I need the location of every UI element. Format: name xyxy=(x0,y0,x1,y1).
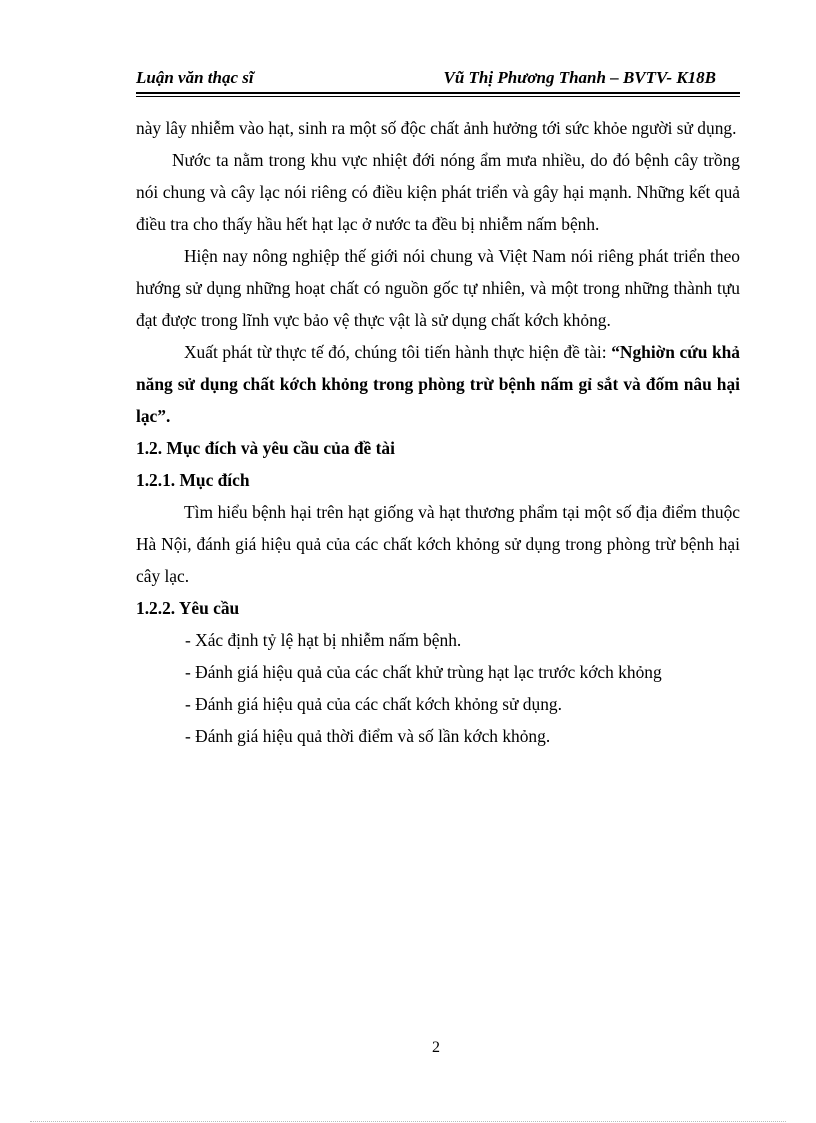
paragraph-2: Nước ta nằm trong khu vực nhiệt đới nóng ẩm mưa nhiều, do đó bệnh cây trồng nói chung và cây lạc nói riêng có điều kiện phát triển và gây hại mạnh. Những kết quả điều tra cho thấy hầu hết hạt lạc ở nước ta đều bị nhiễm nấm bệnh. xyxy=(136,150,740,234)
section-heading-1-2: 1.2. Mục đích và yêu cầu của đề tài xyxy=(136,438,395,458)
paragraph-4-intro: Xuất phát từ thực tế đó, chúng tôi tiến hành thực hiện đề tài: xyxy=(184,342,612,362)
header-divider xyxy=(136,92,740,97)
paragraph-4 xyxy=(136,336,740,432)
section-heading-1-2-2: 1.2.2. Yêu cầu xyxy=(136,598,240,618)
thesis-topic-title: “Nghiờn cứu khả năng sử dụng chất kớch khỏng trong phòng trừ bệnh nấm gỉ sắt và đốm nâu hại lạc”. xyxy=(136,342,741,426)
requirement-item: - Đánh giá hiệu quả của các chất kớch khỏng sử dụng. xyxy=(185,694,562,714)
requirement-item: - Đánh giá hiệu quả của các chất khử trùng hạt lạc trước kớch khỏng xyxy=(185,662,662,682)
page-bottom-edge xyxy=(30,1121,786,1122)
paragraph-3: Hiện nay nông nghiệp thế giới nói chung và Việt Nam nói riêng phát triển theo hướng sử dụng những hoạt chất có nguồn gốc tự nhiên, và một trong những thành tựu đạt được trong lĩnh vực bảo vệ thực vật là sử dụng chất kớch khỏng. xyxy=(136,246,740,330)
paragraph-1: này lây nhiễm vào hạt, sinh ra một số độc chất ảnh hưởng tới sức khỏe người sử dụng. xyxy=(136,118,737,138)
page-header xyxy=(136,66,740,92)
page-number: 2 xyxy=(432,1039,440,1056)
requirement-item: - Xác định tỷ lệ hạt bị nhiễm nấm bệnh. xyxy=(185,630,462,650)
thesis-label: Luận văn thạc sĩ xyxy=(136,68,254,87)
requirement-item: - Đánh giá hiệu quả thời điểm và số lần kớch khỏng. xyxy=(185,726,551,746)
author-label: Vũ Thị Phương Thanh – BVTV- K18B xyxy=(443,68,716,87)
document-body xyxy=(136,112,740,752)
purpose-paragraph: Tìm hiểu bệnh hại trên hạt giống và hạt thương phẩm tại một số địa điểm thuộc Hà Nội, đánh giá hiệu quả của các chất kớch khỏng sử dụng trong phòng trừ bệnh hại cây lạc. xyxy=(136,502,740,586)
section-heading-1-2-1: 1.2.1. Mục đích xyxy=(136,470,250,490)
